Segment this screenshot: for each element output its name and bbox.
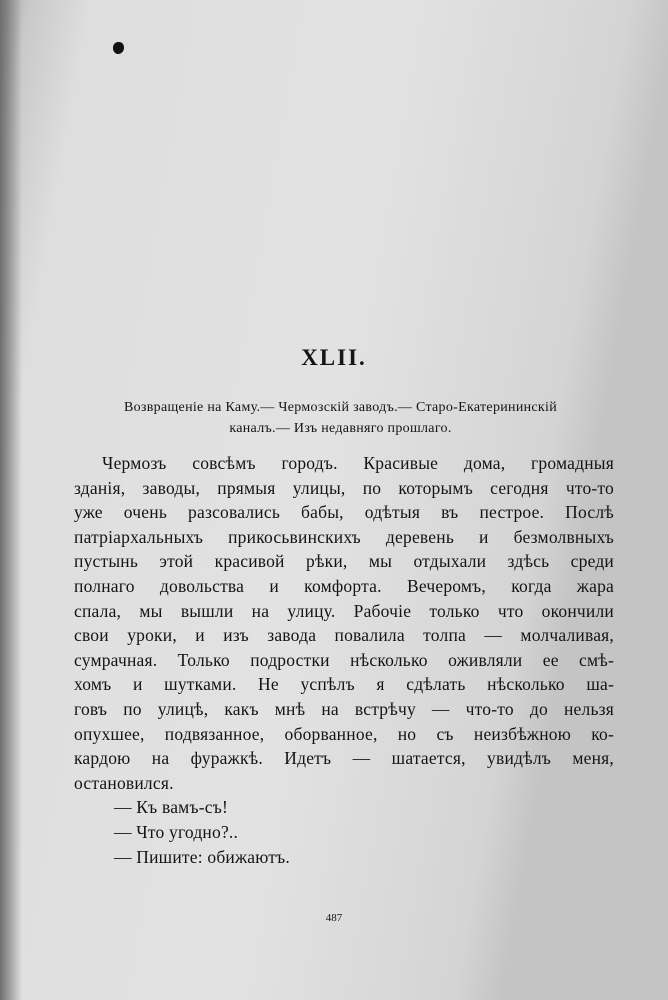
text-line: кардою на фуражкѣ. Идетъ — шатается, увидѣлъ меня, [74, 748, 614, 769]
chapter-summary [68, 397, 613, 439]
text-line: остановился. [74, 772, 174, 793]
chapter-number: XLII. [301, 345, 367, 370]
text-line: сумрачная. Только подростки нѣсколько оживляли ее смѣ- [74, 649, 614, 670]
text-line: полнаго довольства и комфорта. Вечеромъ, когда жара [74, 575, 614, 596]
text-line: пустынь этой красивой рѣки, мы отдыхали здѣсь среди [74, 551, 614, 572]
text-line: зданія, заводы, прямыя улицы, по которымъ сегодня что-то [74, 477, 614, 498]
dialogue-line: — Къ вамъ-съ! [114, 797, 228, 818]
text-line: спала, мы вышли на улицу. Рабочіе только что окончили [74, 600, 614, 621]
summary-line: каналъ.— Изъ недавняго прошлаго. [229, 421, 452, 436]
dialogue-line: — Что угодно?.. [114, 821, 239, 842]
text-line: говъ по улицѣ, какъ мнѣ на встрѣчу — что-то до нельзя [74, 698, 614, 719]
text-line: Чермозъ совсѣмъ городъ. Красивые дома, громадныя [102, 453, 614, 473]
text-line: опухшее, подвязанное, оборванное, но съ неизбѣжною ко- [74, 723, 614, 744]
text-line: уже очень разсовались бабы, одѣтыя въ пестрое. Послѣ [74, 502, 614, 523]
text-line: хомъ и шутками. Не успѣлъ я сдѣлать нѣсколько ша- [74, 674, 614, 695]
summary-line: Возвращеніе на Каму.— Чермозскій заводъ.— Старо-Екатерининскій [123, 400, 558, 415]
ink-blot [113, 42, 124, 54]
page-number: 487 [325, 912, 343, 924]
text-line: патріархальныхъ прикосьвинскихъ деревень и безмолвныхъ [74, 526, 614, 547]
body-text [74, 451, 614, 869]
text-line: свои уроки, и изъ завода повалила толпа — молчаливая, [74, 625, 614, 646]
dialogue-line: — Пишите: обижаютъ. [114, 846, 290, 867]
gutter-shadow [0, 0, 22, 1000]
